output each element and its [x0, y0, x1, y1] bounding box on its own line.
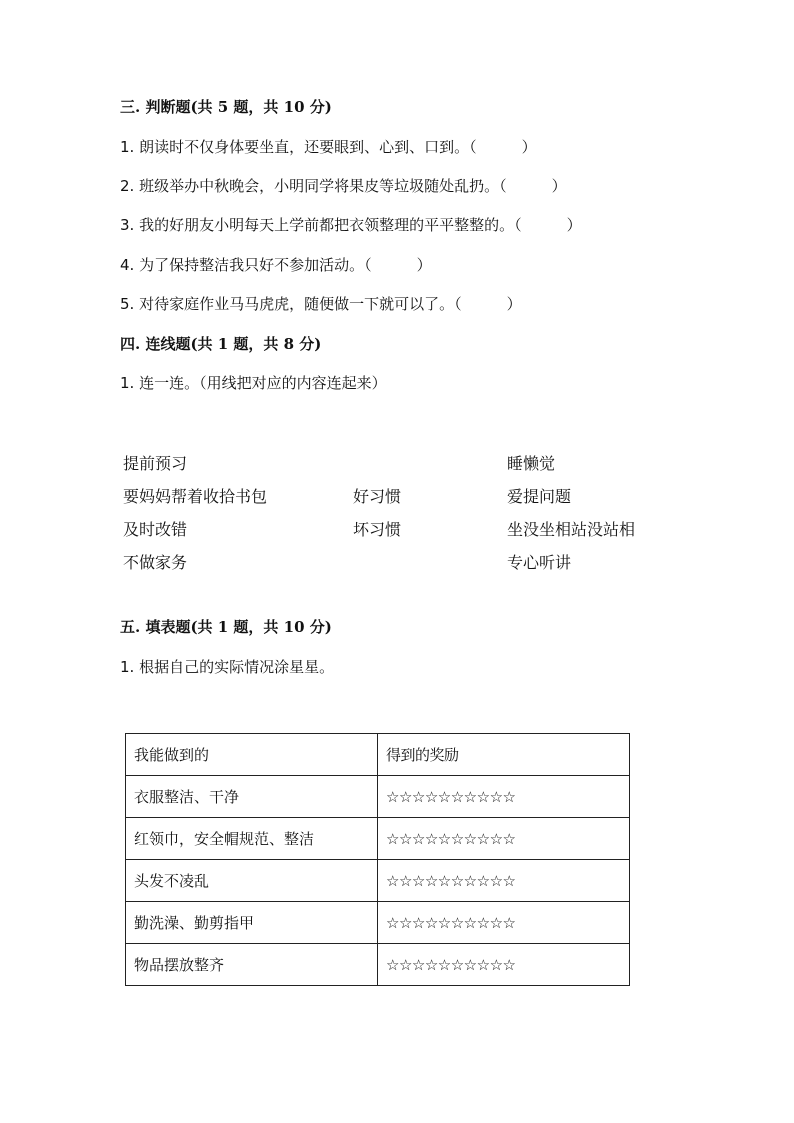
habit-cell: 红领巾，安全帽规范、整洁 [126, 818, 378, 860]
table-row [126, 776, 630, 818]
section3-heading: 三. 判断题(共 5 题，共 10 分) [120, 98, 332, 116]
matching-middle-item: 好习惯 [353, 487, 402, 506]
table-row [126, 818, 630, 860]
matching-question: 1. 连一连。（用线把对应的内容连起来） [120, 374, 387, 392]
matching-left-item: 及时改错 [123, 520, 188, 539]
stars-cell[interactable]: ☆☆☆☆☆☆☆☆☆☆ [378, 776, 630, 818]
tf-question-5: 5. 对待家庭作业马马虎虎，随便做一下就可以了。（ ） [120, 295, 522, 313]
table-row [126, 860, 630, 902]
habit-cell: 衣服整洁、干净 [126, 776, 378, 818]
tf-question-4: 4. 为了保持整洁我只好不参加活动。（ ） [120, 256, 432, 274]
table-header-cell: 得到的奖励 [378, 734, 630, 776]
matching-right-item: 睡懒觉 [507, 454, 556, 473]
matching-left-item: 要妈妈帮着收拾书包 [123, 487, 268, 506]
tf-question-1: 1. 朗读时不仅身体要坐直，还要眼到、心到、口到。（ ） [120, 138, 537, 156]
habit-cell: 物品摆放整齐 [126, 944, 378, 986]
tf-question-2: 2. 班级举办中秋晚会，小明同学将果皮等垃圾随处乱扔。（ ） [120, 177, 567, 195]
matching-left-item: 提前预习 [123, 454, 188, 473]
habit-cell: 勤洗澡、勤剪指甲 [126, 902, 378, 944]
table-row [126, 944, 630, 986]
section4-heading: 四. 连线题(共 1 题，共 8 分) [120, 335, 322, 353]
stars-cell[interactable]: ☆☆☆☆☆☆☆☆☆☆ [378, 818, 630, 860]
stars-cell[interactable]: ☆☆☆☆☆☆☆☆☆☆ [378, 902, 630, 944]
table-header-cell: 我能做到的 [126, 734, 378, 776]
stars-cell[interactable]: ☆☆☆☆☆☆☆☆☆☆ [378, 944, 630, 986]
star-table [125, 733, 630, 986]
matching-middle-item: 坏习惯 [353, 520, 402, 539]
table-question: 1. 根据自己的实际情况涂星星。 [120, 658, 335, 676]
section5-heading: 五. 填表题(共 1 题，共 10 分) [120, 618, 332, 636]
stars-cell[interactable]: ☆☆☆☆☆☆☆☆☆☆ [378, 860, 630, 902]
tf-question-3: 3. 我的好朋友小明每天上学前都把衣领整理的平平整整的。（ ） [120, 216, 582, 234]
matching-left-item: 不做家务 [123, 553, 188, 572]
matching-right-item: 专心听讲 [507, 553, 572, 572]
table-header-row [126, 734, 630, 776]
matching-right-item: 爱提问题 [507, 487, 572, 506]
matching-right-item: 坐没坐相站没站相 [507, 520, 636, 539]
habit-cell: 头发不凌乱 [126, 860, 378, 902]
table-row [126, 902, 630, 944]
